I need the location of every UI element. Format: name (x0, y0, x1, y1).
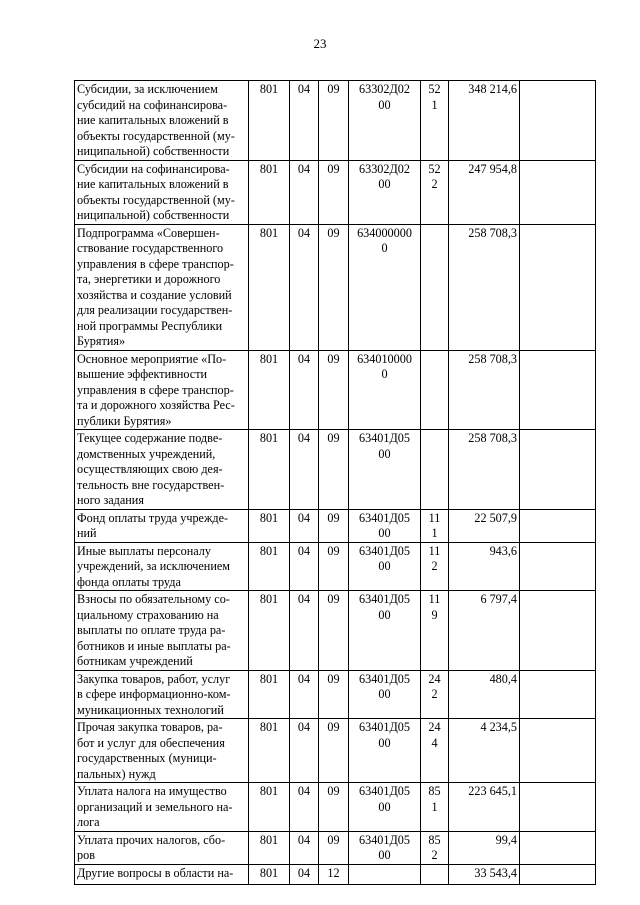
table-row (75, 430, 596, 510)
section-code-cell: 04 (290, 430, 319, 510)
expense_type-line: 4 (431, 735, 438, 750)
expense-type-cell (421, 831, 449, 864)
subsection-code-cell: 09 (319, 591, 349, 671)
target-line: 63401Д05 (359, 671, 410, 686)
expense_type-line: 11 (428, 543, 441, 558)
name-line: Иные выплаты персоналу (77, 543, 211, 558)
subsection-code-cell: 09 (319, 719, 349, 783)
amount-cell: 348 214,6 (449, 81, 520, 161)
name-line: государственных (муници- (77, 751, 217, 765)
item-name-cell (75, 783, 249, 832)
item-name-cell (75, 81, 249, 161)
target-code-cell (349, 81, 421, 161)
name-line: для реализации государствен- (77, 303, 233, 317)
target-code-cell (349, 719, 421, 783)
table-row (75, 670, 596, 719)
expense_type-line: 24 (428, 720, 441, 734)
table-row (75, 542, 596, 591)
name-line: ние капитальных вложений в (77, 177, 229, 191)
extra-cell (520, 719, 596, 783)
subsection-code-cell: 09 (319, 831, 349, 864)
ministry-code-cell: 801 (249, 430, 290, 510)
section-code-cell: 04 (290, 542, 319, 591)
extra-cell (520, 831, 596, 864)
section-code-cell: 04 (290, 591, 319, 671)
target-code-cell (349, 160, 421, 224)
target-line: 63302Д02 (359, 82, 410, 96)
extra-cell (520, 430, 596, 510)
expense_type-line: 11 (428, 510, 441, 525)
name-line: осуществляющих свою дея- (77, 462, 223, 476)
item-name-cell (75, 864, 249, 884)
table-row (75, 224, 596, 350)
expense_type-line: 11 (428, 592, 441, 606)
name-line: Основное мероприятие «По- (77, 351, 227, 366)
target-line: 00 (378, 559, 391, 573)
expense-type-cell (421, 160, 449, 224)
name-line: Бурятия» (77, 334, 126, 348)
ministry-code-cell: 801 (249, 542, 290, 591)
name-line: ботников и иные выплаты ра- (77, 638, 231, 653)
target-code-cell (349, 430, 421, 510)
name-line: объекты государственной (му- (77, 192, 235, 207)
target-line: 00 (378, 177, 391, 191)
expense_type-line: 1 (431, 799, 438, 814)
expense-type-cell (421, 509, 449, 542)
name-line: фонда оплаты труда (77, 574, 181, 589)
name-line: вышение эффективности (77, 367, 208, 381)
table-row (75, 350, 596, 430)
name-line: Субсидии, за исключением (77, 82, 218, 96)
name-line: управления в сфере транспор- (77, 382, 234, 397)
name-line: та и дорожного хозяйства Рес- (77, 398, 235, 412)
expense-type-cell (421, 350, 449, 430)
subsection-code-cell: 09 (319, 430, 349, 510)
expense_type-line: 85 (428, 832, 441, 847)
amount-cell: 4 234,5 (449, 719, 520, 783)
extra-cell (520, 864, 596, 884)
target-line: 63401Д05 (359, 431, 410, 445)
item-name-cell (75, 831, 249, 864)
item-name-cell (75, 430, 249, 510)
target-line: 00 (378, 607, 391, 622)
expense_type-line: 2 (431, 687, 438, 701)
target-line: 0 (381, 367, 388, 381)
extra-cell (520, 670, 596, 719)
expense_type-line: 52 (428, 82, 441, 96)
amount-cell: 943,6 (449, 542, 520, 591)
expense-type-cell (421, 670, 449, 719)
name-line: Субсидии на софинансирова- (77, 161, 230, 176)
extra-cell (520, 783, 596, 832)
name-line: ний (77, 526, 97, 540)
ministry-code-cell: 801 (249, 81, 290, 161)
ministry-code-cell: 801 (249, 864, 290, 884)
expense_type-line: 1 (431, 526, 438, 540)
name-line: хозяйства и создание условий (77, 287, 232, 302)
ministry-code-cell: 801 (249, 719, 290, 783)
expense-type-cell (421, 81, 449, 161)
target-line: 0 (381, 241, 388, 255)
target-code-cell (349, 783, 421, 832)
target-line: 00 (378, 848, 391, 862)
item-name-cell (75, 509, 249, 542)
amount-cell: 33 543,4 (449, 864, 520, 884)
table-row (75, 81, 596, 161)
name-line: Взносы по обязательному со- (77, 592, 230, 606)
expense-type-cell (421, 224, 449, 350)
name-line: домственных учреждений, (77, 446, 216, 461)
expense_type-line: 85 (428, 784, 441, 798)
ministry-code-cell: 801 (249, 350, 290, 430)
section-code-cell: 04 (290, 719, 319, 783)
target-code-cell (349, 864, 421, 884)
extra-cell (520, 224, 596, 350)
expense-type-cell (421, 542, 449, 591)
target-line: 63401Д05 (359, 832, 410, 847)
name-line: выплаты по оплате труда ра- (77, 623, 226, 637)
expense_type-line: 2 (431, 848, 438, 862)
item-name-cell (75, 160, 249, 224)
subsection-code-cell: 09 (319, 670, 349, 719)
expense-type-cell (421, 719, 449, 783)
expense-type-cell (421, 430, 449, 510)
name-line: Другие вопросы в области на- (77, 865, 234, 880)
target-code-cell (349, 591, 421, 671)
extra-cell (520, 591, 596, 671)
ministry-code-cell: 801 (249, 591, 290, 671)
name-line: ботникам учреждений (77, 654, 193, 668)
section-code-cell: 04 (290, 224, 319, 350)
table-row (75, 719, 596, 783)
name-line: бот и услуг для обеспечения (77, 735, 225, 750)
target-code-cell (349, 509, 421, 542)
section-code-cell: 04 (290, 509, 319, 542)
name-line: учреждений, за исключением (77, 559, 230, 573)
item-name-cell (75, 670, 249, 719)
ministry-code-cell: 801 (249, 160, 290, 224)
expense-type-cell (421, 864, 449, 884)
name-line: Текущее содержание подве- (77, 431, 223, 445)
section-code-cell: 04 (290, 864, 319, 884)
expense_type-line: 2 (431, 177, 438, 191)
table-row (75, 509, 596, 542)
name-line: циальному страхованию на (77, 607, 219, 622)
item-name-cell (75, 542, 249, 591)
target-line: 00 (378, 799, 391, 814)
target-line: 63401Д05 (359, 510, 410, 525)
name-line: Подпрограмма «Совершен- (77, 225, 220, 240)
name-line: субсидий на софинансирова- (77, 97, 228, 112)
amount-cell: 258 708,3 (449, 430, 520, 510)
name-line: Прочая закупка товаров, ра- (77, 720, 223, 734)
table-row (75, 160, 596, 224)
amount-cell: 223 645,1 (449, 783, 520, 832)
expense_type-line: 52 (428, 161, 441, 176)
ministry-code-cell: 801 (249, 224, 290, 350)
ministry-code-cell: 801 (249, 670, 290, 719)
amount-cell: 99,4 (449, 831, 520, 864)
amount-cell: 6 797,4 (449, 591, 520, 671)
amount-cell: 22 507,9 (449, 509, 520, 542)
target-line: 00 (378, 735, 391, 750)
target-code-cell (349, 224, 421, 350)
target-code-cell (349, 542, 421, 591)
target-line: 00 (378, 687, 391, 701)
table-row (75, 591, 596, 671)
expense_type-line: 2 (431, 559, 438, 573)
item-name-cell (75, 719, 249, 783)
subsection-code-cell: 09 (319, 542, 349, 591)
name-line: организаций и земельного на- (77, 799, 233, 814)
item-name-cell (75, 224, 249, 350)
target-line: 00 (378, 97, 391, 112)
target-code-cell (349, 670, 421, 719)
extra-cell (520, 542, 596, 591)
target-line: 63401Д05 (359, 543, 410, 558)
subsection-code-cell: 09 (319, 350, 349, 430)
section-code-cell: 04 (290, 783, 319, 832)
expense_type-line: 9 (431, 607, 438, 622)
name-line: Уплата прочих налогов, сбо- (77, 832, 226, 847)
target-line: 00 (378, 526, 391, 540)
name-line: та, энергетики и дорожного (77, 272, 221, 286)
table-row (75, 783, 596, 832)
name-line: объекты государственной (му- (77, 128, 235, 143)
expense_type-line: 24 (428, 671, 441, 686)
target-code-cell (349, 350, 421, 430)
name-line: управления в сфере транспор- (77, 256, 234, 271)
item-name-cell (75, 350, 249, 430)
target-line: 63401Д05 (359, 592, 410, 606)
name-line: публики Бурятия» (77, 413, 172, 428)
table-row (75, 831, 596, 864)
name-line: Уплата налога на имущество (77, 784, 227, 798)
subsection-code-cell: 12 (319, 864, 349, 884)
subsection-code-cell: 09 (319, 224, 349, 350)
target-line: 634010000 (357, 351, 412, 366)
subsection-code-cell: 09 (319, 81, 349, 161)
subsection-code-cell: 09 (319, 783, 349, 832)
ministry-code-cell: 801 (249, 509, 290, 542)
name-line: пальных) нужд (77, 766, 156, 781)
target-line: 00 (378, 446, 391, 461)
section-code-cell: 04 (290, 160, 319, 224)
name-line: в сфере информационно-ком- (77, 687, 231, 701)
ministry-code-cell: 801 (249, 783, 290, 832)
name-line: лога (77, 815, 100, 829)
section-code-cell: 04 (290, 350, 319, 430)
amount-cell: 258 708,3 (449, 350, 520, 430)
name-line: Фонд оплаты труда учрежде- (77, 510, 229, 525)
page-number: 23 (313, 36, 327, 51)
section-code-cell: 04 (290, 831, 319, 864)
section-code-cell: 04 (290, 81, 319, 161)
item-name-cell (75, 591, 249, 671)
target-code-cell (349, 831, 421, 864)
section-code-cell: 04 (290, 670, 319, 719)
target-line: 63401Д05 (359, 784, 410, 798)
name-line: ров (77, 848, 95, 862)
amount-cell: 247 954,8 (449, 160, 520, 224)
name-line: тельность вне государствен- (77, 477, 225, 492)
extra-cell (520, 350, 596, 430)
table-row (75, 864, 596, 884)
name-line: ниципальной) собственности (77, 208, 230, 222)
subsection-code-cell: 09 (319, 509, 349, 542)
expense-type-cell (421, 591, 449, 671)
extra-cell (520, 160, 596, 224)
name-line: Закупка товаров, работ, услуг (77, 671, 231, 686)
name-line: ной программы Республики (77, 318, 223, 333)
target-line: 634000000 (357, 225, 412, 240)
expense-type-cell (421, 783, 449, 832)
name-line: ствование государственного (77, 241, 224, 255)
name-line: ного задания (77, 493, 144, 507)
subsection-code-cell: 09 (319, 160, 349, 224)
extra-cell (520, 81, 596, 161)
extra-cell (520, 509, 596, 542)
target-line: 63302Д02 (359, 161, 410, 176)
name-line: ниципальной) собственности (77, 144, 230, 158)
amount-cell: 258 708,3 (449, 224, 520, 350)
target-line: 63401Д05 (359, 720, 410, 734)
budget-table (74, 80, 596, 885)
name-line: ние капитальных вложений в (77, 113, 229, 127)
amount-cell: 480,4 (449, 670, 520, 719)
name-line: муникационных технологий (77, 702, 224, 717)
expense_type-line: 1 (431, 97, 438, 112)
ministry-code-cell: 801 (249, 831, 290, 864)
